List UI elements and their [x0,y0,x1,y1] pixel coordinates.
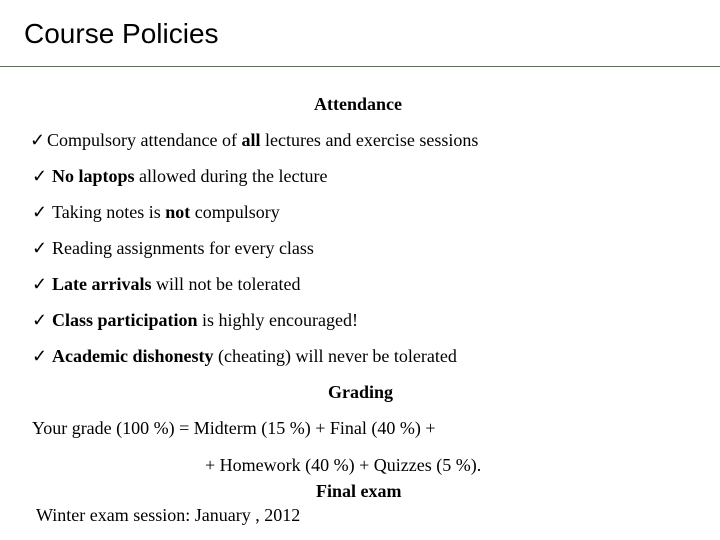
final-exam-session: Winter exam session: January , 2012 [36,505,301,525]
attendance-item-3: ✓ Taking notes is not compulsory [32,202,280,222]
checkmark-icon: ✓ [32,274,48,294]
checkmark-icon: ✓ [32,310,48,330]
attendance-item-5: ✓ Late arrivals will not be tolerated [32,274,301,294]
checkmark-icon: ✓ [30,130,46,150]
grading-formula-line-1: Your grade (100 %) = Midterm (15 %) + Final (40 %) + [32,418,436,438]
attendance-item-1: ✓ Compulsory attendance of all lectures and exercise sessions [30,130,479,150]
attendance-heading: Attendance [314,94,402,114]
title-divider [0,66,720,67]
checkmark-icon: ✓ [32,166,48,186]
checkmark-icon: ✓ [32,238,48,258]
checkmark-icon: ✓ [32,346,48,366]
final-exam-heading: Final exam [316,481,402,501]
grading-formula-line-2: + Homework (40 %) + Quizzes (5 %). [205,455,482,475]
grading-heading: Grading [328,382,394,402]
attendance-item-6: ✓ Class participation is highly encouraged! [32,310,358,330]
slide-title: Course Policies [24,18,219,49]
attendance-item-2: ✓ No laptops allowed during the lecture [32,166,328,186]
attendance-item-7: ✓ Academic dishonesty (cheating) will never be tolerated [32,346,457,366]
attendance-item-4: ✓ Reading assignments for every class [32,238,314,258]
checkmark-icon: ✓ [32,202,48,222]
